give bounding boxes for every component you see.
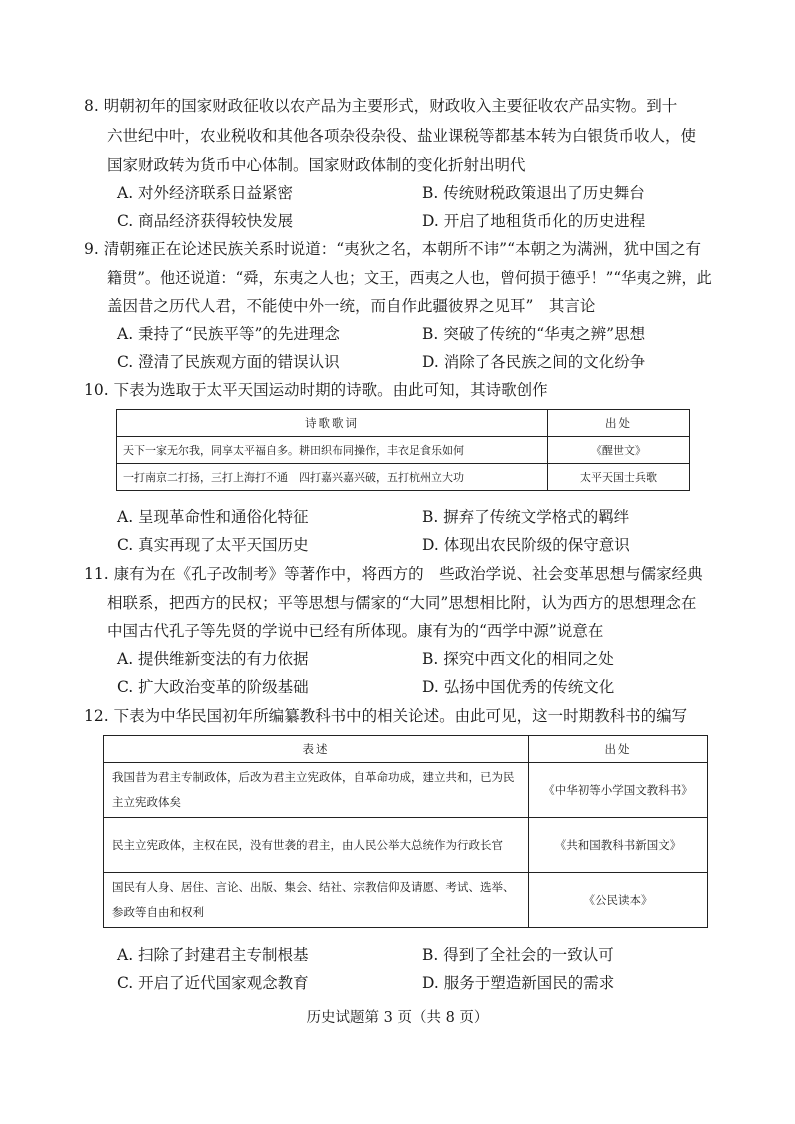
q8-option-b: B. 传统财税政策退出了历史舞台	[422, 184, 645, 202]
table-row	[104, 818, 708, 873]
q11-stem-line-1: 11. 康有为在《孔子改制考》等著作中，将西方的 些政治学说、社会变革思想与儒家经典	[84, 565, 703, 583]
q10-table-header-lyrics: 诗歌歌词	[117, 410, 548, 437]
q8-option-c: C. 商品经济获得较快发展	[117, 212, 294, 230]
table-row	[104, 873, 708, 928]
q11-option-a: A. 提供维新变法的有力依据	[117, 650, 309, 668]
q12-option-d: D. 服务于塑造新国民的需求	[422, 974, 615, 992]
q10-option-b: B. 摒弃了传统文学格式的羁绊	[422, 508, 630, 526]
q12-row3-source: 《公民读本》	[529, 873, 708, 928]
q11-stem-line-2: 相联系，把西方的民权；平等思想与儒家的“大同”思想相比附，认为西方的思想理念在	[107, 594, 697, 612]
q11-option-d: D. 弘扬中国优秀的传统文化	[422, 678, 615, 696]
q11-option-b: B. 探究中西文化的相同之处	[422, 650, 614, 668]
q12-option-c: C. 开启了近代国家观念教育	[117, 974, 309, 992]
table-row	[104, 763, 708, 818]
q12-textbook-table	[103, 735, 708, 928]
q12-row2-source: 《共和国教科书新国文》	[529, 818, 708, 873]
q12-row1-source: 《中华初等小学国文教科书》	[529, 763, 708, 818]
q12-stem-line-1: 12. 下表为中华民国初年所编纂教科书中的相关论述。由此可见，这一时期教科书的编写	[84, 707, 688, 725]
q12-row1-statement: 我国昔为君主专制政体，后改为君主立宪政体，自革命功成，建立共和，已为民主立宪政体矣	[104, 763, 529, 818]
q9-stem-line-3: 盖因昔之历代人君，不能使中外一统，而自作此疆彼界之见耳” 其言论	[107, 297, 596, 315]
q11-stem-line-3: 中国古代孔子等先贤的学说中已经有所体现。康有为的“西学中源”说意在	[107, 622, 604, 640]
q10-row1-lyrics: 天下一家无尔我，同享太平福自多。耕田织布同操作，丰衣足食乐如何	[117, 437, 548, 464]
page-footer: 历史试题第 3 页（共 8 页）	[306, 1010, 489, 1026]
q12-row3-statement: 国民有人身、居住、言论、出版、集会、结社、宗教信仰及请愿、考试、选举、参政等自由和权利	[104, 873, 529, 928]
q9-option-a: A. 秉持了“民族平等”的先进理念	[117, 325, 340, 343]
q8-option-a: A. 对外经济联系日益紧密	[117, 184, 294, 202]
q9-option-c: C. 澄清了民族观方面的错误认识	[117, 353, 340, 371]
q9-stem-line-1: 9. 清朝雍正在论述民族关系时说道：“夷狄之名，本朝所不讳”“本朝之为满洲，犹中国之有	[84, 240, 701, 258]
q12-option-b: B. 得到了全社会的一致认可	[422, 946, 614, 964]
q10-stem-line-1: 10. 下表为选取于太平天国运动时期的诗歌。由此可知，其诗歌创作	[84, 381, 548, 399]
q8-option-d: D. 开启了地租货币化的历史进程	[422, 212, 646, 230]
table-row	[117, 437, 690, 464]
q10-row2-source: 太平天国士兵歌	[548, 464, 690, 491]
q10-option-a: A. 呈现革命性和通俗化特征	[117, 508, 309, 526]
q12-table-header-statement: 表述	[104, 736, 529, 763]
q9-option-d: D. 消除了各民族之间的文化纷争	[422, 353, 646, 371]
q10-row1-source: 《醒世文》	[548, 437, 690, 464]
q9-stem-line-2: 籍贯”。他还说道：“舜，东夷之人也；文王，西夷之人也，曾何损于德乎！”“华夷之辨，此	[107, 269, 712, 287]
q8-stem-line-2: 六世纪中叶，农业税收和其他各项杂役杂役、盐业课税等都基本转为白银货币收人，使	[107, 127, 697, 145]
q12-table-header-source: 出处	[529, 736, 708, 763]
q11-option-c: C. 扩大政治变革的阶级基础	[117, 678, 309, 696]
q12-option-a: A. 扫除了封建君主专制根基	[117, 946, 309, 964]
q10-option-d: D. 体现出农民阶级的保守意识	[422, 536, 630, 554]
q10-row2-lyrics: 一打南京二打扬，三打上海打不通 四打嘉兴嘉兴破，五打杭州立大功	[117, 464, 548, 491]
q10-table-header-source: 出处	[548, 410, 690, 437]
table-row	[117, 464, 690, 491]
q12-row2-statement: 民主立宪政体，主权在民，没有世袭的君主，由人民公举大总统作为行政长官	[104, 818, 529, 873]
q8-stem-line-3: 国家财政转为货币中心体制。国家财政体制的变化折射出明代	[107, 156, 526, 174]
q10-poem-table	[116, 409, 690, 491]
q8-stem-line-1: 8. 明朝初年的国家财政征收以农产品为主要形式，财政收入主要征收农产品实物。到十	[84, 97, 678, 115]
q9-option-b: B. 突破了传统的“华夷之辨”思想	[422, 325, 646, 343]
q10-option-c: C. 真实再现了太平天国历史	[117, 536, 309, 554]
